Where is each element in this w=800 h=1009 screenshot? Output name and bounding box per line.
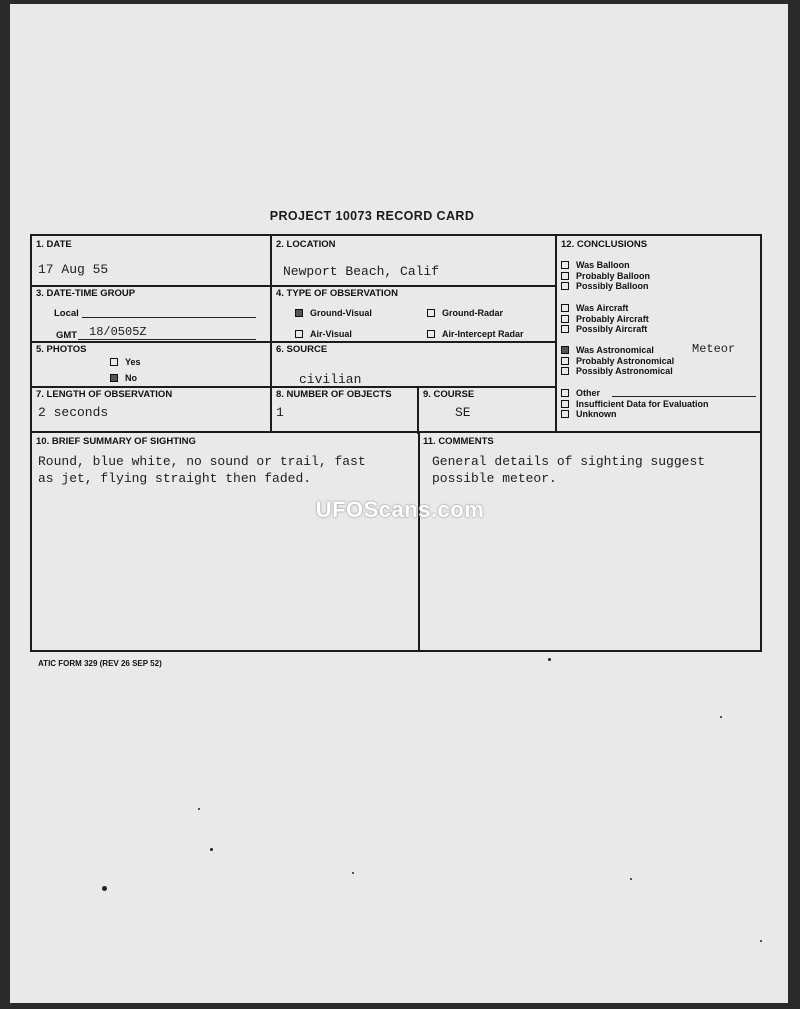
- checkbox-icon: [561, 272, 569, 280]
- scan-speck: [720, 716, 722, 718]
- option-ground-radar: Ground-Radar: [427, 308, 503, 318]
- scan-speck: [760, 940, 762, 942]
- conclusion-option: [561, 345, 654, 355]
- conclusion-option: [561, 303, 628, 313]
- conclusion-option-label: Probably Astronomical: [576, 356, 675, 366]
- checkbox-icon: [561, 389, 569, 397]
- option-air-visual: Air-Visual: [295, 329, 352, 339]
- conclusion-option: [561, 260, 630, 270]
- checkbox-icon: [110, 374, 118, 382]
- conclusion-option: [561, 281, 649, 291]
- checkbox-icon: [561, 346, 569, 354]
- card-title: PROJECT 10073 RECORD CARD: [269, 209, 475, 223]
- source-label: 6. SOURCE: [276, 344, 328, 355]
- scan-speck: [102, 886, 107, 891]
- divider-summary: [418, 432, 420, 652]
- photos-label: 5. PHOTOS: [36, 344, 87, 355]
- brief-summary-label: 10. BRIEF SUMMARY OF SIGHTING: [36, 436, 196, 447]
- conclusion-option-label: Possibly Aircraft: [576, 324, 648, 334]
- conclusion-option-label: Insufficient Data for Evaluation: [576, 399, 709, 409]
- checkbox-icon: [295, 330, 303, 338]
- scan-speck: [548, 658, 551, 661]
- conclusion-option-label: Possibly Astronomical: [576, 366, 673, 376]
- conclusion-option: [561, 356, 674, 366]
- conclusion-option: [561, 399, 709, 409]
- scan-speck: [210, 848, 213, 851]
- conclusion-annotation: Meteor: [692, 342, 736, 356]
- checkbox-icon: [561, 325, 569, 333]
- gmt-underline: [78, 339, 256, 340]
- conclusion-option-label: Probably Balloon: [576, 271, 651, 281]
- conclusion-option: [561, 366, 673, 376]
- gmt-label: GMT: [56, 330, 78, 341]
- source-value: civilian: [299, 372, 362, 387]
- local-label: Local: [54, 308, 79, 319]
- checkbox-icon: [427, 309, 435, 317]
- conclusion-option: [561, 271, 650, 281]
- scan-speck: [630, 878, 632, 880]
- checkbox-icon: [561, 410, 569, 418]
- checkbox-icon: [110, 358, 118, 366]
- gmt-value: 18/0505Z: [89, 325, 147, 339]
- comments-line: possible meteor.: [432, 471, 557, 486]
- form-id: ATIC FORM 329 (REV 26 SEP 52): [38, 659, 162, 668]
- checkbox-icon: [295, 309, 303, 317]
- row-divider-4: [32, 431, 762, 433]
- course-label: 9. COURSE: [423, 389, 475, 400]
- conclusion-option-label: Possibly Balloon: [576, 281, 649, 291]
- other-underline: [612, 396, 756, 397]
- row-divider-1: [32, 285, 555, 287]
- checkbox-icon: [561, 282, 569, 290]
- date-time-group-label: 3. DATE-TIME GROUP: [36, 288, 136, 299]
- date-label: 1. DATE: [36, 239, 72, 250]
- date-value: 17 Aug 55: [38, 262, 109, 277]
- type-of-observation-label: 4. TYPE OF OBSERVATION: [276, 288, 398, 299]
- number-of-objects-label: 8. NUMBER OF OBJECTS: [276, 389, 392, 400]
- checkbox-icon: [561, 357, 569, 365]
- conclusion-option: [561, 409, 617, 419]
- conclusion-option: [561, 324, 647, 334]
- conclusion-option-label: Was Aircraft: [576, 303, 629, 313]
- conclusion-option-label: Was Balloon: [576, 260, 630, 270]
- divider-conclusions: [555, 236, 557, 432]
- scan-speck: [198, 808, 200, 810]
- row-divider-2: [32, 341, 555, 343]
- length-of-observation-value: 2 seconds: [38, 405, 109, 420]
- location-value: Newport Beach, Calif: [283, 264, 440, 279]
- option-air-intercept-radar: Air-Intercept Radar: [427, 329, 524, 339]
- checkbox-icon: [427, 330, 435, 338]
- conclusion-option: [561, 314, 649, 324]
- course-value: SE: [455, 405, 471, 420]
- conclusion-option-label: Unknown: [576, 409, 617, 419]
- checkbox-icon: [561, 315, 569, 323]
- number-of-objects-value: 1: [276, 405, 284, 420]
- checkbox-icon: [561, 304, 569, 312]
- row-divider-3: [32, 386, 555, 388]
- conclusion-option-label: Other: [576, 388, 601, 398]
- brief-summary-line: Round, blue white, no sound or trail, fast: [38, 454, 366, 469]
- checkbox-icon: [561, 367, 569, 375]
- comments-label: 11. COMMENTS: [423, 436, 494, 447]
- checkbox-icon: [561, 400, 569, 408]
- length-of-observation-label: 7. LENGTH OF OBSERVATION: [36, 389, 173, 400]
- divider-col-course: [417, 386, 419, 434]
- brief-summary-line: as jet, flying straight then faded.: [38, 471, 312, 486]
- checkbox-icon: [561, 261, 569, 269]
- location-label: 2. LOCATION: [276, 239, 336, 250]
- option-photos-no: No: [110, 373, 137, 383]
- conclusions-label: 12. CONCLUSIONS: [561, 239, 648, 250]
- conclusion-option-label: Probably Aircraft: [576, 314, 649, 324]
- conclusion-option: [561, 388, 600, 398]
- local-underline: [82, 317, 256, 318]
- option-ground-visual: Ground-Visual: [295, 308, 372, 318]
- watermark: UFOScans.com: [315, 497, 485, 522]
- conclusion-option-label: Was Astronomical: [576, 345, 654, 355]
- comments-line: General details of sighting suggest: [432, 454, 706, 469]
- divider-col-1: [270, 236, 272, 432]
- option-photos-yes: Yes: [110, 357, 141, 367]
- scan-speck: [352, 872, 354, 874]
